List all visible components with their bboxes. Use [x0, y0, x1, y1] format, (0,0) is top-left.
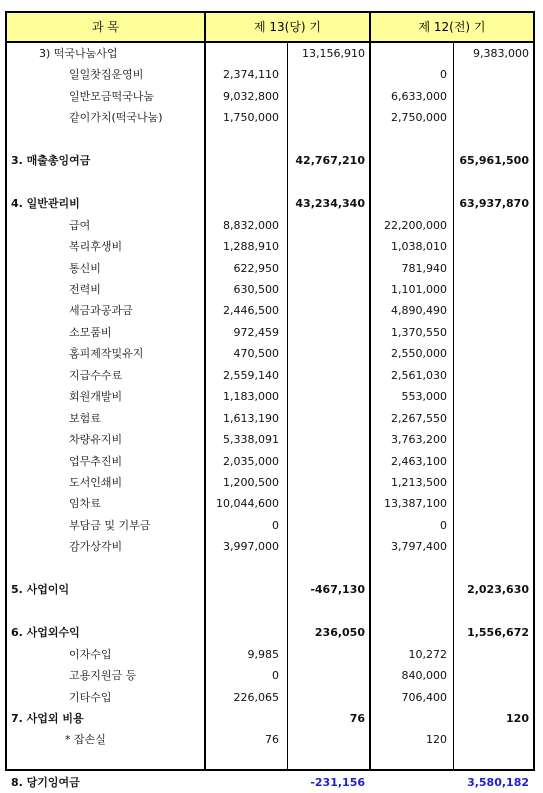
- current-detail-value: 9,032,800: [223, 89, 279, 103]
- row-label: 3. 매출총잉여금: [11, 154, 91, 168]
- previous-total-value: [455, 280, 529, 300]
- previous-total-value: [455, 752, 529, 772]
- previous-detail-value: 0: [440, 518, 447, 532]
- previous-detail-value: 2,561,030: [391, 368, 447, 382]
- previous-total-value: [455, 494, 529, 514]
- current-total-value: [289, 473, 365, 493]
- row-label: 복리후생비: [69, 240, 123, 254]
- previous-detail-value: [371, 173, 447, 193]
- current-detail-value: [206, 194, 279, 214]
- current-detail-value: 0: [272, 669, 279, 683]
- previous-detail-value: 1,101,000: [391, 282, 447, 296]
- previous-detail-value: 2,550,000: [391, 347, 447, 361]
- previous-total-value: [455, 430, 529, 450]
- current-total-value: [289, 366, 365, 386]
- previous-total-value: [455, 559, 529, 579]
- current-detail-value: 10,044,600: [216, 497, 279, 511]
- previous-detail-value: 2,750,000: [391, 111, 447, 125]
- current-detail-value: 76: [265, 733, 279, 747]
- current-total-value: [289, 537, 365, 557]
- previous-total-value: 120: [506, 711, 529, 725]
- row-label: 기타수입: [69, 690, 112, 704]
- current-detail-value: 1,200,500: [223, 476, 279, 489]
- previous-detail-value: [371, 44, 447, 64]
- current-total-value: [289, 87, 365, 107]
- previous-detail-value: 1,370,550: [391, 325, 447, 339]
- current-detail-value: 2,374,110: [223, 68, 279, 82]
- previous-detail-value: 2,463,100: [391, 454, 447, 468]
- current-total-value: [289, 752, 365, 772]
- current-total-value: [289, 130, 365, 150]
- row-label: 5. 사업이익: [11, 583, 70, 597]
- current-total-value: 42,767,210: [295, 154, 365, 168]
- current-total-value: [289, 688, 365, 708]
- previous-detail-value: [371, 194, 447, 214]
- current-detail-value: 470,500: [233, 347, 279, 361]
- current-total-value: [289, 430, 365, 450]
- financial-statement-table: [5, 11, 535, 790]
- current-detail-value: 9,985: [247, 647, 279, 661]
- row-label: 임차료: [69, 497, 101, 511]
- current-total-value: [289, 323, 365, 343]
- previous-total-value: [455, 516, 529, 536]
- previous-total-value: [455, 688, 529, 708]
- previous-detail-value: 4,890,490: [391, 304, 447, 318]
- previous-total-value: [455, 108, 529, 128]
- previous-detail-value: [371, 623, 447, 643]
- previous-detail-value: 120: [426, 733, 447, 747]
- previous-detail-value: [371, 559, 447, 579]
- current-detail-value: [206, 580, 279, 600]
- previous-total-value: [455, 387, 529, 407]
- previous-detail-value: 3,763,200: [391, 433, 447, 447]
- current-detail-value: 630,500: [233, 282, 279, 296]
- current-total-value: [289, 237, 365, 257]
- row-label: 4. 일반관리비: [11, 197, 80, 211]
- header-current-period: 제 13(당) 기: [253, 20, 322, 34]
- previous-detail-value: 781,940: [401, 261, 447, 275]
- current-detail-value: 1,613,190: [223, 411, 279, 425]
- previous-total-value: [455, 216, 529, 236]
- row-label: 일반모금떡국나눔: [69, 89, 155, 103]
- row-label: 통신비: [69, 261, 101, 275]
- current-detail-value: 2,446,500: [223, 304, 279, 318]
- previous-total-value: [455, 65, 529, 85]
- current-total-value: [289, 730, 365, 750]
- previous-total-value: [455, 173, 529, 193]
- previous-total-value: [455, 130, 529, 150]
- current-detail-value: [206, 559, 279, 579]
- row-label: 전력비: [69, 282, 101, 296]
- row-label: 6. 사업외수익: [11, 626, 80, 640]
- row-label: 회원개발비: [69, 390, 123, 404]
- row-label: 일일찻집운영비: [69, 68, 144, 82]
- previous-detail-value: 840,000: [401, 669, 447, 683]
- row-label: 도서인쇄비: [69, 476, 123, 489]
- row-label: [11, 173, 201, 193]
- current-total-value: [289, 173, 365, 193]
- row-label: 업무추진비: [69, 454, 123, 468]
- previous-total-value: [455, 409, 529, 429]
- previous-detail-value: [371, 130, 447, 150]
- previous-total-value: [455, 473, 529, 493]
- current-detail-value: 226,065: [233, 690, 279, 704]
- previous-total-value: [455, 666, 529, 686]
- row-label: 감가상각비: [69, 540, 123, 554]
- current-detail-value: 2,559,140: [223, 368, 279, 382]
- previous-total-value: [455, 645, 529, 665]
- row-label: 부담금 및 기부금: [69, 518, 151, 532]
- previous-total-value: 9,383,000: [473, 47, 529, 60]
- current-detail-value: 1,288,910: [223, 240, 279, 254]
- row-label: * 잡손실: [65, 733, 106, 747]
- divider-current-inner: [287, 41, 288, 769]
- current-detail-value: 972,459: [233, 325, 279, 339]
- previous-detail-value: 0: [440, 68, 447, 82]
- row-label: 지급수수료: [69, 368, 123, 382]
- previous-total-value: [455, 344, 529, 364]
- previous-total-value: [455, 366, 529, 386]
- row-label: [11, 752, 201, 772]
- current-detail-value: [206, 623, 279, 643]
- previous-detail-value: 3,797,400: [391, 540, 447, 554]
- current-total-value: 76: [349, 711, 365, 725]
- previous-total-value: 3,580,182: [467, 776, 529, 790]
- row-label: 세금과공과금: [69, 304, 133, 318]
- previous-detail-value: 706,400: [401, 690, 447, 704]
- current-detail-value: [206, 773, 279, 793]
- current-total-value: [289, 65, 365, 85]
- previous-detail-value: 2,267,550: [391, 411, 447, 425]
- previous-total-value: 65,961,500: [459, 154, 529, 168]
- previous-total-value: [455, 237, 529, 257]
- current-detail-value: 1,750,000: [223, 111, 279, 125]
- current-total-value: [289, 645, 365, 665]
- row-label: [11, 602, 201, 622]
- row-label: 같이가치(떡국나눔): [69, 111, 163, 125]
- previous-detail-value: [371, 773, 447, 793]
- current-total-value: [289, 344, 365, 364]
- previous-detail-value: 13,387,100: [384, 497, 447, 511]
- current-total-value: [289, 259, 365, 279]
- current-total-value: [289, 301, 365, 321]
- row-label: 차량유지비: [69, 433, 123, 447]
- row-label: 고용지원금 등: [69, 669, 137, 683]
- current-total-value: [289, 387, 365, 407]
- previous-total-value: [455, 537, 529, 557]
- previous-detail-value: [371, 151, 447, 171]
- previous-detail-value: [371, 709, 447, 729]
- row-label: 홈피제작및유지: [69, 347, 144, 361]
- previous-detail-value: [371, 580, 447, 600]
- row-label: 급여: [69, 218, 91, 232]
- previous-detail-value: 6,633,000: [391, 89, 447, 103]
- previous-total-value: 63,937,870: [459, 197, 529, 211]
- previous-total-value: [455, 323, 529, 343]
- previous-total-value: [455, 301, 529, 321]
- current-detail-value: [206, 151, 279, 171]
- current-detail-value: [206, 44, 279, 64]
- current-total-value: [289, 666, 365, 686]
- row-label: [11, 559, 201, 579]
- current-total-value: [289, 559, 365, 579]
- current-total-value: [289, 602, 365, 622]
- current-total-value: [289, 280, 365, 300]
- row-label: [11, 130, 201, 150]
- row-label: 소모품비: [69, 325, 112, 339]
- current-total-value: [289, 409, 365, 429]
- previous-total-value: [455, 730, 529, 750]
- row-label: 7. 사업외 비용: [11, 711, 84, 725]
- previous-detail-value: 10,272: [408, 647, 447, 661]
- current-detail-value: 2,035,000: [223, 454, 279, 468]
- current-total-value: [289, 516, 365, 536]
- previous-detail-value: 22,200,000: [384, 218, 447, 232]
- previous-detail-value: 553,000: [401, 390, 447, 404]
- previous-total-value: [455, 602, 529, 622]
- previous-total-value: [455, 87, 529, 107]
- row-label: 보험료: [69, 411, 101, 425]
- current-total-value: 236,050: [314, 626, 365, 640]
- current-detail-value: 1,183,000: [223, 390, 279, 404]
- row-label: 이자수입: [69, 647, 112, 661]
- current-detail-value: [206, 130, 279, 150]
- current-total-value: 43,234,340: [295, 197, 365, 211]
- current-detail-value: [206, 709, 279, 729]
- current-total-value: -467,130: [310, 583, 365, 597]
- current-total-value: [289, 216, 365, 236]
- current-detail-value: [206, 602, 279, 622]
- previous-detail-value: 1,213,500: [391, 476, 447, 489]
- current-detail-value: [206, 173, 279, 193]
- previous-total-value: [455, 452, 529, 472]
- previous-detail-value: 1,038,010: [391, 240, 447, 254]
- current-detail-value: 0: [272, 518, 279, 532]
- previous-total-value: 2,023,630: [467, 583, 529, 597]
- table-header: [7, 13, 533, 43]
- row-label: 3) 떡국나눔사업: [39, 47, 118, 60]
- previous-total-value: [455, 259, 529, 279]
- current-total-value: 13,156,910: [302, 47, 365, 60]
- current-total-value: [289, 494, 365, 514]
- previous-detail-value: [371, 752, 447, 772]
- previous-total-value: 1,556,672: [467, 626, 529, 640]
- current-detail-value: [206, 752, 279, 772]
- row-label: 8. 당기잉여금: [11, 776, 80, 790]
- current-detail-value: 622,950: [233, 261, 279, 275]
- divider-previous-inner: [453, 41, 454, 769]
- current-total-value: [289, 452, 365, 472]
- previous-detail-value: [371, 602, 447, 622]
- current-detail-value: 5,338,091: [223, 433, 279, 447]
- header-item: 과 목: [92, 20, 119, 34]
- header-previous-period: 제 12(전) 기: [418, 20, 486, 34]
- current-total-value: [289, 108, 365, 128]
- current-detail-value: 8,832,000: [223, 218, 279, 232]
- current-detail-value: 3,997,000: [223, 540, 279, 554]
- current-total-value: -231,156: [310, 776, 365, 790]
